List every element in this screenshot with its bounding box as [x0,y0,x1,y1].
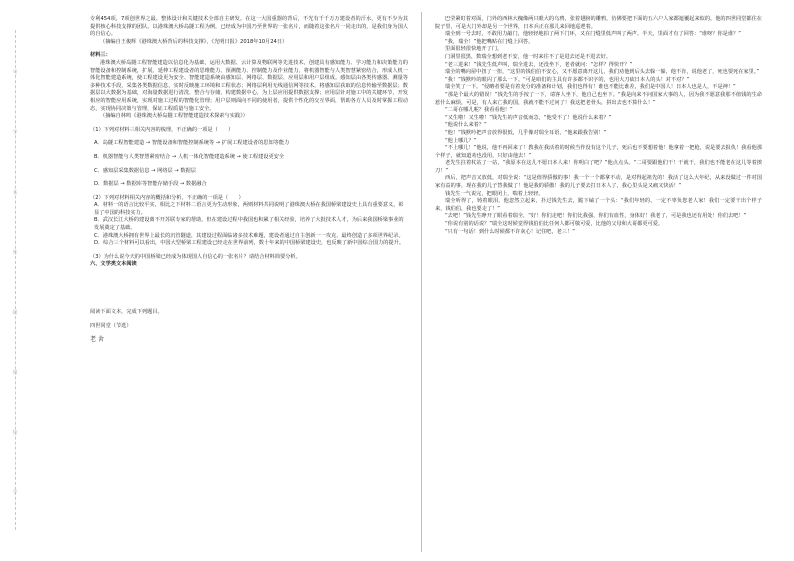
story-paragraph: 里面很轻很快地开了门。 [445,46,503,53]
question-1-option-a: A．岛隧工程智能建造 → 智能设备和智能控制系统等 → 扩展工程建设者的思知等能力 [94,140,290,147]
right-column [435,16,762,236]
story-paragraph: “二哥在哪儿呢？我看看他！” [445,107,513,114]
story-paragraph: 门洞里很黑，数瑞全想到老不安，他一时来往不了是进去还是不进去好。 [445,53,612,60]
left-column [90,16,408,344]
question-1-option-c: C．感知层采集数据信息 → 网络层 → 数据层 [94,167,196,174]
question-1-stem: （1）下列对材料三相关内容的梳理，不正确的一项是（ ） [90,126,234,133]
binding-line [15,30,16,530]
binding-label: 号 [12,70,18,76]
story-paragraph: 瑞全听得了，铸着眼泪，他忽然立起来，扑过钱先生去，跪下磕了一个头：“我们年轻的，一定不辜负您老人家！我们一定要干出个样子来，钱伯伯，我也要走了！” [435,198,762,212]
story-paragraph: “那是个最大的错误！”钱先生的手按了一下，请客人坐下，他自己也坐下。“我是向来不问国家大事的人，因为我不愿意我那不值钱的生命惹什么麻烦，可是，有人来亡我的国，我就不能不过问了！我这把老骨头，拼出去也不算什么！” [435,91,762,106]
binding-label: 姓 [12,250,18,256]
question-2-stem: （2）下列对材料相关内容的概括和分析，不正确的一项是（ ） [90,194,244,201]
story-paragraph: “我，瑞全！”他把嘴贴在门缝上回答。 [445,38,534,45]
story-paragraph: 西后，把声音又放低，对瑞全说：“这是值得骄傲的事！我一个一个都拿不动，是对得起祖先的！我活了这么大年纪，从来没做过一件对国家有益的事，现在我的儿子替我做了！他是我的骄傲！我的儿子要去打日本人了，我心里头是又痛又快活！” [435,175,762,190]
story-paragraph: 巴莹紧盯着对面，门外的西林大槐像两只眼大的乌鸦，张着翅膀的雕鸦，仿佛要把下面的五六户人家都遮覆起来似的。他的四世同堂都住在院子里，可是大门外却是另一个世界，日本兵正在那儿来回地巡逻着。 [435,16,762,30]
source-citation: （摘编自林鸣《港珠澳大桥岛隧工程智能建造技术探索与实践》） [100,113,248,120]
question-1-option-d: D．数据层 → 数据库等智能存储手段 → 数据融合 [94,181,207,188]
material-three-title: 材料三： [90,52,111,59]
story-paragraph: “不上哪儿！”他说，他不再回来了！教我在我活着的时候当作没有这个儿子，死后也不要想着他！他拿着一把枪，说是要去报仇！我看他那个样子，就知道劝也没用，只好由他去！” [435,145,762,159]
question-1-option-b: B．机器智能与人类智慧紧密结合 → 人机一体化智能建造系统 → 使工程建设更安全 [94,153,285,160]
question-3-stem: （3）为什么说今天的中国桥梁已经成为体现国人自信心的一张名片？请结合材料简要分析。 [90,253,301,260]
story-paragraph: “我！”钱默吟的眼闪了那么一下。“可是咱们的主具有许多都不识字的，也用大刀砍日本人的头！对不对？” [445,76,690,83]
reading-instruction: 阅读下面文本，完成下列题目。 [90,309,163,316]
column-divider [421,12,422,552]
binding-label: 名 [12,190,18,196]
story-paragraph: “去吧！”钱先生睁开了眼看着瑞全，“好！你们走吧！你们比我强，你们有血性，身体好！我老了，可是我也还有用处！你们去吧！” [445,213,747,220]
work-title: 四世同堂（节选） [90,322,132,329]
story-paragraph: 瑞全的嘴向屋中扭了一扭，“这里的钱伯伯不安心，又不愿意离开这儿，我们劝他到后头去躲一躲，他不肯，说他老了，死也要死在家里。” [445,69,760,76]
material-paragraph: 专利454项，7项创世界之最。整体设计和关键技术全部自主研发。在这一大国重器的背后，不光有千千万万建设者的汗水，更有不少为其提供核心科技支撑的团队。以港珠澳大桥岛隧工程为例，已经成为中国乃至世界的一张名片，而随着这张名片一同走出的，是我们身为国人的自信心。 [90,16,408,38]
question-2-option-b: B．武汉长江大桥的建设离不开苏联专家的帮助，但在建设过程中我国也积累了相关经验，培养了大批技术人才，为后来我国桥梁事业的发展奠定了基础。 [94,217,404,232]
material-three-body: 港珠澳大桥岛隧工程智能建造以信息化为基础，运用大数据、云计算及物联网等先进技术，创建具有感知能力、学习能力和决策能力的智能设备和控制系统，扩展、延伸工程建设者的思维能力、预测能力、控制能力及作业能力，将机器智能与人类智慧紧密结合，形成人机一体化智能建造系统，使工程建设更为安全、智能建造系统由感知层、网络层、数据层、应用层和用户层组成。感知层由各类传感器、测量等多种技术手段，采集各类数据信息，实时反映施工环境和工程状态；网络层利用无线通信网等技术，将感知层获取的信息传输至数据层；数据层以大数据为基础，对海量数据进行清洗、整合与存储，构建数据中心，为上层应用提供数据支撑；应用层针对施工中的关键环节，开发相应的智能应用系统，实现对施工过程的智能化管理；用户层则面向不同的使用者，提供个性化的交互界面，帮助各方人员及时掌握工程动态，实现协同决策与管理，保证工程质量与施工安全。 [90,59,408,112]
story-paragraph: “他说什么来着？” [445,122,487,129]
binding-label: 学 [12,490,18,496]
binding-label: 班 [12,370,18,376]
source-citation: （摘编自王俊辉《港珠澳大桥背后的科技支撑》，《光明日报》2018年10月24日） [100,38,288,45]
story-paragraph: 瑞全到一号去时，不敢用力敲门，他轻轻地拍了两下门环，又在门缝里低声叫了两声。半天，里面才有了回答：“谁呀？你是谁？” [445,31,741,38]
story-paragraph: 瑞全笑了一下。“侵略者要是有着充分的准备和计划，我们也得有！谁也不能比谁差，我们是中国人！日本人也是人，不是神！” [445,84,736,91]
story-paragraph: “他上哪儿？” [445,137,477,144]
story-paragraph: “老三进来！”钱先生低声叫，瑞全进去，还没坐下，老者就问：“怎样？得快开？” [445,61,633,68]
question-2-option-c: C．港珠澳大桥拥有世界上最长的沉管隧道，其建设过程面临诸多技术难题，建设者通过自主创新一一攻克，最终创造了多项世界纪录。 [94,232,404,239]
story-paragraph: “又生啦！又生啦！”钱先生的声音低而急，“他受不了！他说什么来着？” [445,114,612,121]
story-paragraph: “你说有别的话说？”瑞全这时候觉得钱伯伯比任何人都可敬可爱，比他的父母和大哥都更可爱。 [445,221,664,228]
binding-label: 校 [12,430,18,436]
section-heading: 六、文学类文本阅读 [90,261,137,268]
story-paragraph: “他！”钱默吟把声音放得很低，几乎像对瑞全耳语，“他来跟我告别！” [445,129,607,136]
binding-label: 级 [12,310,18,316]
story-paragraph: 老先生拄着杖站了一站，“我原本在这儿不愿日本人来！你明白了吧？”他点点头。“二哥要跟他们干！干就干，我们也不能老在这儿等着挨刀！” [435,160,762,174]
story-paragraph: “只有一句话！到什么时候都不许灰心！记住吧，老三！” [445,228,575,235]
question-2-option-d: D．综合三个材料可以看出，中国大型桥梁工程建设已经走在世界前列，数十年来的中国桥梁建设史，也反映了新中国综合国力的提升。 [94,240,405,247]
story-paragraph: 钱先生一气说完，把眼闭上，喘着上轻轻。 [445,190,544,197]
author-name: 老 舍 [90,336,104,344]
binding-label: 学 [12,130,18,136]
binding-margin [6,30,24,530]
question-2-option-a: A．材料一的语言比较平实，相比之下材料二语言更为生动形象，两则材料共同说明了港珠澳大桥在我国桥梁建设史上具有重要意义，彰显了中国的科技实力。 [94,202,404,216]
